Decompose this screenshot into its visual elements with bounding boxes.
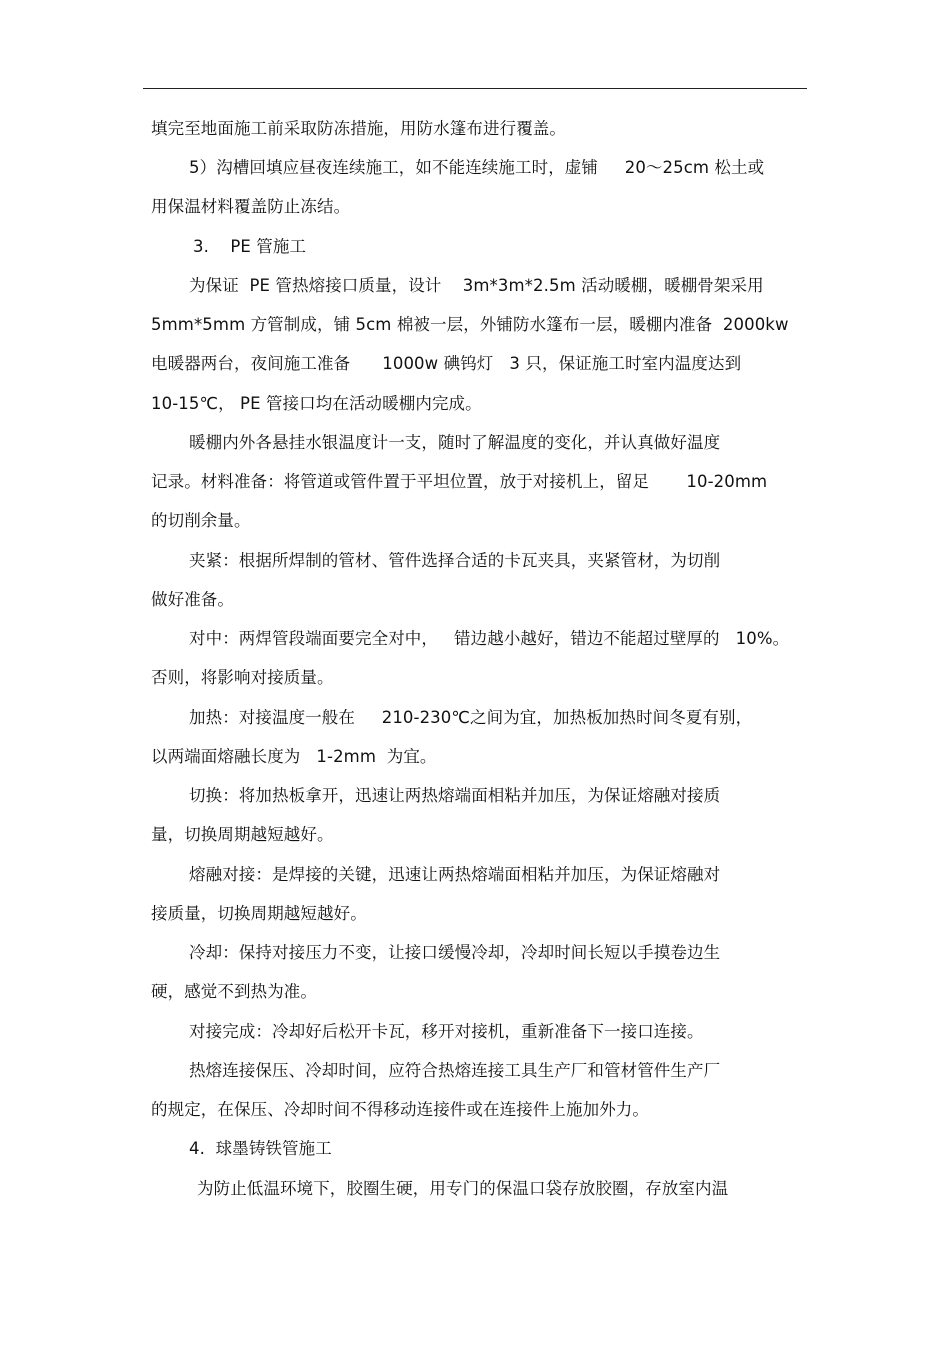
text-line: 记录。材料准备：将管道或管件置于平坦位置，放于对接机上，留足 10-20mm [151, 472, 768, 491]
text-line: 用保温材料覆盖防止冻结。 [151, 197, 351, 216]
text-line: 的规定，在保压、冷却时间不得移动连接件或在连接件上施加外力。 [151, 1100, 649, 1119]
text-line: 夹紧：根据所焊制的管材、管件选择合适的卡瓦夹具，夹紧管材，为切削 [189, 551, 721, 570]
text-line: 加热：对接温度一般在 210-230℃之间为宜，加热板加热时间冬夏有别， [189, 708, 753, 727]
text-line: 熔融对接：是焊接的关键，迅速让两热熔端面相粘并加压，为保证熔融对 [189, 865, 721, 884]
text-line: 5mm*5mm 方管制成，铺 5cm 棉被一层，外铺防水篷布一层，暖棚内准备 2000kw [151, 315, 789, 334]
header-rule [143, 88, 807, 89]
text-line: 填完至地面施工前采取防冻措施，用防水篷布进行覆盖。 [151, 119, 566, 138]
text-line: 以两端面熔融长度为 1-2mm 为宜。 [151, 747, 437, 766]
section-heading: 4. 球墨铸铁管施工 [189, 1139, 332, 1158]
text-line: 为防止低温环境下，胶圈生硬，用专门的保温口袋存放胶圈，存放室内温 [197, 1179, 729, 1198]
text-line: 的切削余量。 [151, 511, 251, 530]
text-line: 为保证 PE 管热熔接口质量，设计 3m*3m*2.5m 活动暖棚，暖棚骨架采用 [189, 276, 764, 295]
text-line: 热熔连接保压、冷却时间，应符合热熔连接工具生产厂和管材管件生产厂 [189, 1061, 721, 1080]
text-line: 电暖器两台，夜间施工准备 1000w 碘钨灯 3 只，保证施工时室内温度达到 [151, 354, 742, 373]
text-line: 硬，感觉不到热为准。 [151, 982, 317, 1001]
text-line: 量，切换周期越短越好。 [151, 825, 334, 844]
text-line: 做好准备。 [151, 590, 234, 609]
text-line: 对中：两焊管段端面要完全对中， 错边越小越好，错边不能超过壁厚的 10%。 [189, 629, 790, 648]
text-line: 5）沟槽回填应昼夜连续施工，如不能连续施工时，虚铺 20～25cm 松土或 [189, 158, 765, 177]
text-line: 10-15℃， PE 管接口均在活动暖棚内完成。 [151, 394, 482, 413]
text-line: 暖棚内外各悬挂水银温度计一支，随时了解温度的变化，并认真做好温度 [189, 433, 721, 452]
text-line: 否则，将影响对接质量。 [151, 668, 334, 687]
text-line: 接质量，切换周期越短越好。 [151, 904, 367, 923]
text-line: 对接完成：冷却好后松开卡瓦，移开对接机，重新准备下一接口连接。 [189, 1022, 704, 1041]
section-heading: 3. PE 管施工 [193, 237, 307, 256]
text-line: 冷却：保持对接压力不变，让接口缓慢冷却，冷却时间长短以手摸卷边生 [189, 943, 721, 962]
text-line: 切换：将加热板拿开，迅速让两热熔端面相粘并加压，为保证熔融对接质 [189, 786, 721, 805]
